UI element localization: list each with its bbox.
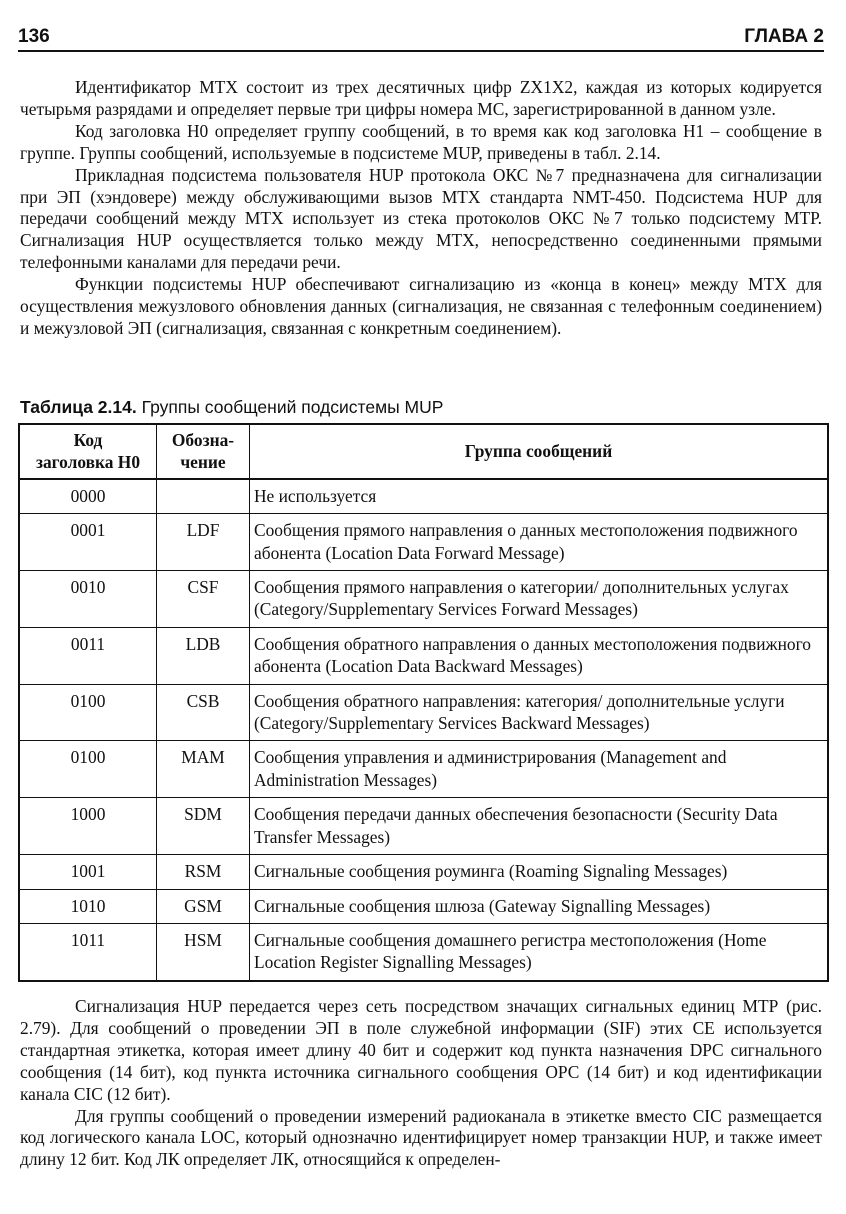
- cell-desc: Сообщения обратного направления: категория/ дополнительные услуги (Category/Supplementary Services Backward Messages): [250, 684, 829, 741]
- cell-desc: Сообщения управления и администрирования (Management and Administration Messages): [250, 741, 829, 798]
- cell-abbr: [157, 479, 250, 514]
- paragraph: Функции подсистемы HUP обеспечивают сигнализацию из «конца в конец» между МТХ для осуществления межузлового обновления данных (сигнализация, не связанная с телефонным соединением) и межузловой ЭП (сигнализация, связанная с конкретным соединением).: [20, 274, 822, 338]
- table-row: [19, 741, 828, 798]
- cell-code: 1010: [19, 889, 157, 923]
- cell-desc: Сообщения передачи данных обеспечения безопасности (Security Data Transfer Messages): [250, 798, 829, 855]
- table-row: [19, 798, 828, 855]
- paragraph: Прикладная подсистема пользователя HUP протокола ОКС №7 предназначена для сигнализации при ЭП (хэндовере) между обслуживающими вызов МТХ стандарта NMT-450. Подсистема HUP для передачи сообщений между МТХ использует из стека протоколов ОКС №7 только подсистему МТР. Сигнализация HUP осуществляется только между МТХ, непосредственно соединенными прямыми телефонными каналами для передачи речи.: [20, 164, 822, 273]
- intro-text: [20, 77, 822, 340]
- cell-abbr: CSB: [157, 684, 250, 741]
- cell-abbr: HSM: [157, 923, 250, 980]
- cell-desc: Не используется: [250, 479, 829, 514]
- cell-desc: Сигнальные сообщения домашнего регистра местоположения (Home Location Register Signalling Messages): [250, 923, 829, 980]
- paragraph: Сигнализация HUP передается через сеть посредством значащих сигнальных единиц МТР (рис. 2.79). Для сообщений о проведении ЭП в поле служебной информации (SIF) этих СЕ используется стандартная этикетка, которая имеет длину 40 бит и содержит код пункта назначения DPC сигнального сообщения (14 бит), код пункта источника сигнального сообщения ОРС (14 бит) и код идентификации канала CIC (12 бит).: [20, 996, 822, 1104]
- table-row: [19, 627, 828, 684]
- message-groups-table: [18, 423, 829, 982]
- cell-code: 1001: [19, 855, 157, 889]
- table-caption-text: Группы сообщений подсистемы MUP: [141, 397, 444, 417]
- header-abbr-line2: чение: [180, 452, 226, 473]
- header-abbr-line1: Обозна-: [171, 430, 235, 450]
- cell-code: 0100: [19, 741, 157, 798]
- paragraph: Код заголовка H0 определяет группу сообщений, в то время как код заголовка H1 – сообщение в группе. Группы сообщений, используемые в подсистеме MUP, приведены в табл. 2.14.: [20, 120, 822, 163]
- cell-abbr: LDB: [157, 627, 250, 684]
- table-row: [19, 571, 828, 628]
- cell-abbr: CSF: [157, 571, 250, 628]
- cell-abbr: LDF: [157, 514, 250, 571]
- cell-abbr: GSM: [157, 889, 250, 923]
- cell-desc: Сигнальные сообщения шлюза (Gateway Signalling Messages): [250, 889, 829, 923]
- header-abbr: [157, 424, 250, 479]
- cell-code: 0010: [19, 571, 157, 628]
- header-rule: [18, 50, 824, 52]
- header-code-line1: Код: [73, 430, 103, 450]
- cell-code: 1011: [19, 923, 157, 980]
- paragraph: Для группы сообщений о проведении измерений радиоканала в этикетке вместо CIC размещается код логического канала LOC, который однозначно идентифицирует номер транзакции HUP, и также имеет длину 12 бит. Код ЛК определяет ЛК, относящийся к определен-: [20, 1105, 822, 1170]
- cell-desc: Сообщения прямого направления о категории/ дополнительных услугах (Category/Supplementary Services Forward Messages): [250, 571, 829, 628]
- chapter-title: ГЛАВА 2: [744, 26, 824, 47]
- cell-abbr: RSM: [157, 855, 250, 889]
- cell-desc: Сигнальные сообщения роуминга (Roaming Signaling Messages): [250, 855, 829, 889]
- cell-desc: Сообщения обратного направления о данных местоположения подвижного абонента (Location Data Backward Messages): [250, 627, 829, 684]
- cell-code: 0000: [19, 479, 157, 514]
- table-row: [19, 923, 828, 980]
- cell-abbr: MAM: [157, 741, 250, 798]
- cell-code: 0011: [19, 627, 157, 684]
- table-row: [19, 514, 828, 571]
- header-code-line2: заголовка H0: [35, 452, 141, 473]
- header-group: Группа сообщений: [250, 424, 829, 479]
- table-row: [19, 855, 828, 889]
- table-row: [19, 479, 828, 514]
- outro-text: [20, 996, 822, 1171]
- table-caption-label: Таблица 2.14.: [20, 397, 137, 417]
- table-header-row: [19, 424, 828, 479]
- page-number: 136: [18, 26, 50, 47]
- table-row: [19, 889, 828, 923]
- cell-desc: Сообщения прямого направления о данных местоположения подвижного абонента (Location Data Forward Message): [250, 514, 829, 571]
- paragraph: Идентификатор МТХ состоит из трех десятичных цифр ZX1X2, каждая из которых кодируется четырьмя разрядами и определяет первые три цифры номера МС, зарегистрированной в данном узле.: [20, 77, 822, 119]
- header-code: [19, 424, 157, 479]
- cell-abbr: SDM: [157, 798, 250, 855]
- cell-code: 0001: [19, 514, 157, 571]
- table-caption: [20, 397, 443, 418]
- cell-code: 1000: [19, 798, 157, 855]
- cell-code: 0100: [19, 684, 157, 741]
- table-row: [19, 684, 828, 741]
- running-header: [18, 18, 824, 48]
